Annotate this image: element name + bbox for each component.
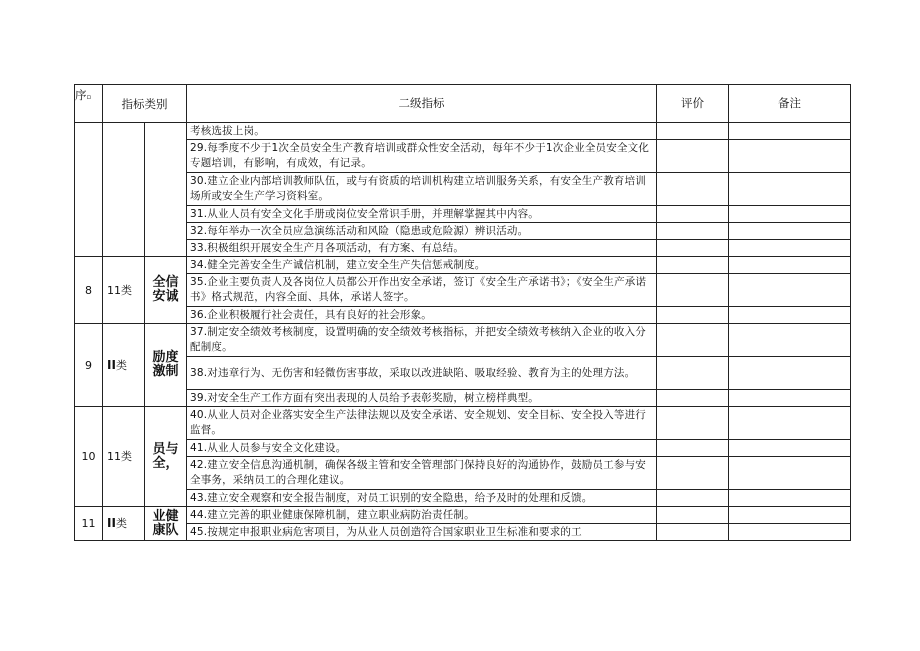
remarks-cell <box>729 206 851 223</box>
evaluation-cell <box>657 507 729 524</box>
remarks-cell <box>729 140 851 173</box>
item-text: 32.每年举办一次全员应急演练活动和风险（隐患或危险源）辨识活动。 <box>187 223 657 240</box>
remarks-cell <box>729 490 851 507</box>
group-class-prefix: II <box>107 357 116 372</box>
remarks-cell <box>729 407 851 440</box>
table-row <box>75 240 851 257</box>
evaluation-cell <box>657 457 729 490</box>
header-seq: 序▫ <box>75 85 103 123</box>
header-remarks: 备注 <box>729 85 851 123</box>
evaluation-cell <box>657 123 729 140</box>
remarks-cell <box>729 123 851 140</box>
evaluation-cell <box>657 490 729 507</box>
table-row <box>75 457 851 490</box>
item-text: 30.建立企业内部培训教师队伍，或与有资质的培训机构建立培训服务关系，有安全生产教育培训场所或安全生产学习资料室。 <box>187 173 657 206</box>
table-row <box>75 140 851 173</box>
table-row <box>75 324 851 357</box>
group-class-prefix: II <box>107 516 116 530</box>
table-row <box>75 524 851 541</box>
remarks-cell <box>729 524 851 541</box>
evaluation-cell <box>657 223 729 240</box>
group-class-suffix: 类 <box>115 517 127 530</box>
table-row <box>75 173 851 206</box>
table-row <box>75 390 851 407</box>
table-row <box>75 507 851 524</box>
remarks-cell <box>729 457 851 490</box>
group-class <box>103 324 145 407</box>
item-text: 31.从业人员有安全文化手册或岗位安全常识手册，并理解掌握其中内容。 <box>187 206 657 223</box>
group-class-cell <box>103 123 145 257</box>
item-text: 43.建立安全观察和安全报告制度，对员工识别的安全隐患，给予及时的处理和反馈。 <box>187 490 657 507</box>
remarks-cell <box>729 440 851 457</box>
item-text: 34.健全完善安全生产诚信机制，建立安全生产失信惩戒制度。 <box>187 257 657 274</box>
header-evaluation: 评价 <box>657 85 729 123</box>
group-class-suffix: 类 <box>115 358 127 372</box>
table-row <box>75 357 851 390</box>
item-text: 33.积极组织开展安全生产月各项活动，有方案、有总结。 <box>187 240 657 257</box>
evaluation-cell <box>657 440 729 457</box>
remarks-cell <box>729 173 851 206</box>
remarks-cell <box>729 507 851 524</box>
evaluation-cell <box>657 357 729 390</box>
header-second-level: 二级指标 <box>187 85 657 123</box>
evaluation-cell <box>657 140 729 173</box>
item-text: 37.制定安全绩效考核制度，设置明确的安全绩效考核指标，并把安全绩效考核纳入企业的收入分配制度。 <box>187 324 657 357</box>
indicator-table <box>74 84 851 541</box>
table-row <box>75 274 851 307</box>
item-text: 44.建立完善的职业健康保障机制，建立职业病防治责任制。 <box>187 507 657 524</box>
group-sub: 员与全， <box>145 407 187 507</box>
evaluation-cell <box>657 240 729 257</box>
item-text: 35.企业主要负责人及各岗位人员都公开作出安全承诺，签订《安全生产承诺书》；《安全生产承诺书》格式规范，内容全面、具体，承诺人签字。 <box>187 274 657 307</box>
item-text: 29.每季度不少于1次全员安全生产教育培训或群众性安全活动，每年不少于1次企业全员安全文化专题培训，有影响，有成效，有记录。 <box>187 140 657 173</box>
item-text: 38.对违章行为、无伤害和轻微伤害事故，采取以改进缺陷、吸取经验、教育为主的处理方法。 <box>187 357 657 390</box>
evaluation-cell <box>657 307 729 324</box>
table-row <box>75 223 851 240</box>
evaluation-cell <box>657 407 729 440</box>
evaluation-cell <box>657 324 729 357</box>
header-seq-mark: ▫ <box>86 93 92 101</box>
table-row <box>75 206 851 223</box>
group-num: 9 <box>75 324 103 407</box>
evaluation-cell <box>657 257 729 274</box>
item-text: 45.按规定申报职业病危害项目，为从业人员创造符合国家职业卫生标准和要求的工 <box>187 524 657 541</box>
remarks-cell <box>729 307 851 324</box>
group-sub: 全信安诚 <box>145 257 187 324</box>
table-row <box>75 407 851 440</box>
item-text: 36.企业积极履行社会责任，具有良好的社会形象。 <box>187 307 657 324</box>
remarks-cell <box>729 357 851 390</box>
group-sub: 励度激制 <box>145 324 187 407</box>
remarks-cell <box>729 324 851 357</box>
evaluation-cell <box>657 390 729 407</box>
group-num-cell <box>75 123 103 257</box>
group-class: 11类 <box>103 257 145 324</box>
header-row <box>75 85 851 123</box>
group-sub-cell <box>145 123 187 257</box>
evaluation-cell <box>657 173 729 206</box>
table-row <box>75 440 851 457</box>
remarks-cell <box>729 257 851 274</box>
group-class <box>103 507 145 541</box>
remarks-cell <box>729 223 851 240</box>
item-text: 40.从业人员对企业落实安全生产法律法规以及安全承诺、安全规划、安全目标、安全投入等进行监督。 <box>187 407 657 440</box>
group-num: 10 <box>75 407 103 507</box>
remarks-cell <box>729 240 851 257</box>
evaluation-cell <box>657 524 729 541</box>
remarks-cell <box>729 390 851 407</box>
table-row <box>75 490 851 507</box>
group-sub: 业健康队 <box>145 507 187 541</box>
evaluation-cell <box>657 206 729 223</box>
remarks-cell <box>729 274 851 307</box>
group-num: 11 <box>75 507 103 541</box>
header-category: 指标类别 <box>103 85 187 123</box>
item-text: 42.建立安全信息沟通机制，确保各级主管和安全管理部门保持良好的沟通协作，鼓励员工参与安全事务，采纳员工的合理化建议。 <box>187 457 657 490</box>
group-num: 8 <box>75 257 103 324</box>
evaluation-cell <box>657 274 729 307</box>
table-row <box>75 123 851 140</box>
item-text: 考核选拔上岗。 <box>187 123 657 140</box>
table-row <box>75 257 851 274</box>
table-row <box>75 307 851 324</box>
item-text: 41.从业人员参与安全文化建设。 <box>187 440 657 457</box>
group-class: 11类 <box>103 407 145 507</box>
item-text: 39.对安全生产工作方面有突出表现的人员给予表彰奖励，树立榜样典型。 <box>187 390 657 407</box>
